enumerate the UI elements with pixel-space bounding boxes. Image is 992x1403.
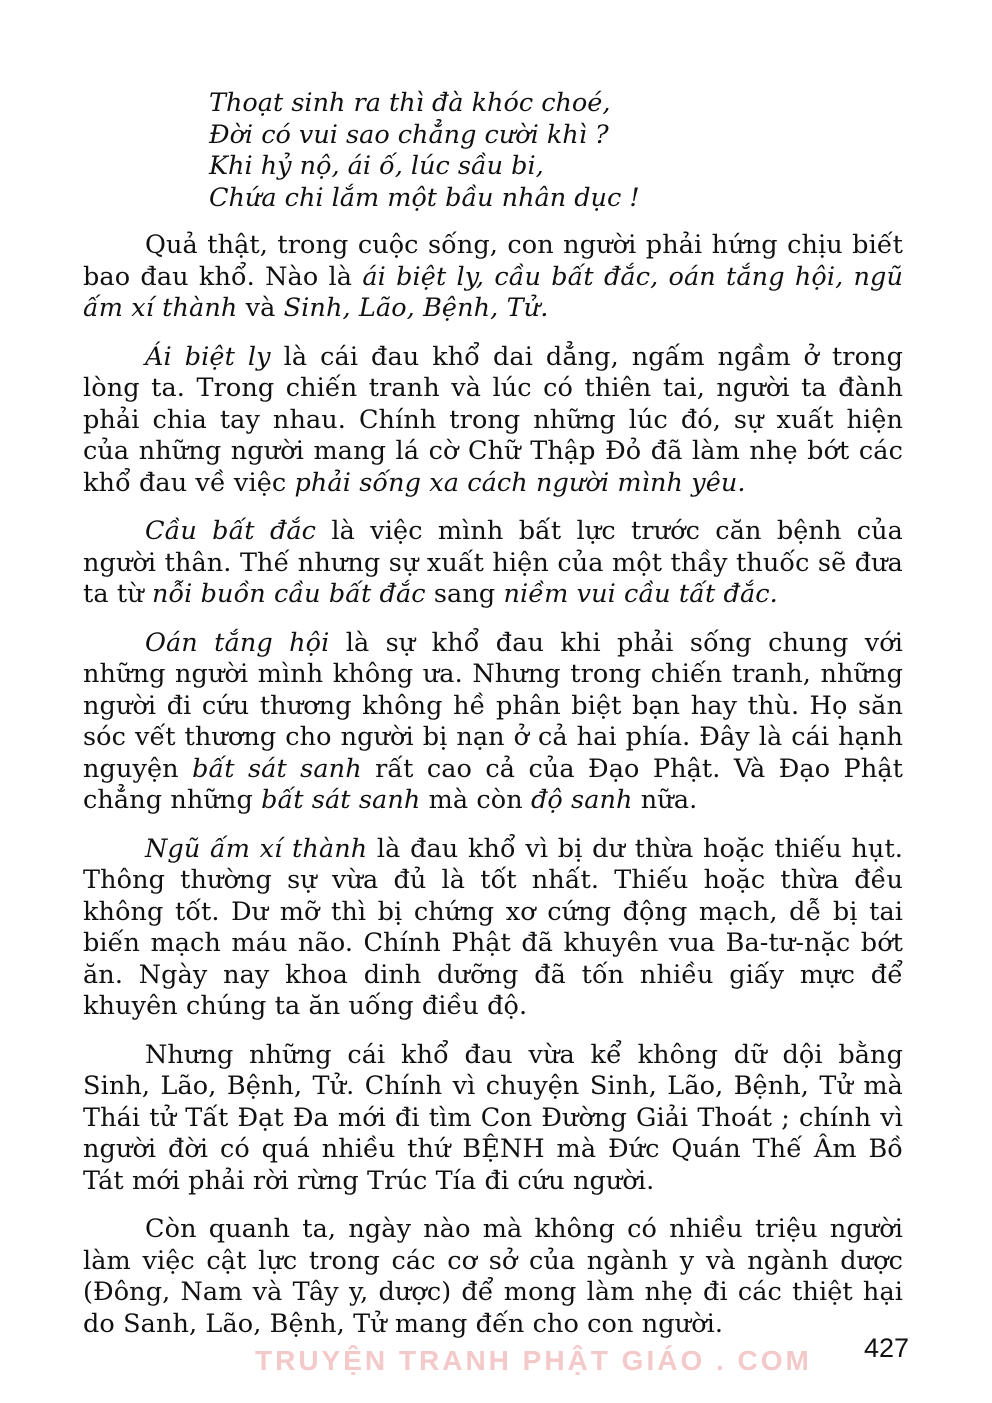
italic-term: Ngũ ấm xí thành	[145, 833, 368, 864]
body-text	[83, 230, 903, 1340]
poem-stanza	[209, 88, 909, 214]
text-run: là cái đau khổ dai dẳng, ngấm ngầm ở trong lòng ta. Trong chiến tranh và lúc có thiên tai, người ta đành phải chia tay nhau. Chính trong những lúc đó, sự xuất hiện của những người mang lá cờ Chữ Thập Đỏ đã làm nhẹ bớt các khổ đau về việc	[83, 341, 903, 498]
poem-line: Đời có vui sao chẳng cười khì ?	[209, 119, 609, 150]
poem-line: Khi hỷ nộ, ái ố, lúc sầu bi,	[209, 151, 544, 181]
italic-term: Sinh, Lão, Bệnh, Tử.	[283, 293, 549, 323]
italic-term: niềm vui cầu tất đắc.	[503, 579, 778, 609]
italic-term: phải sống xa cách người mình yêu.	[294, 467, 746, 498]
body-paragraph	[83, 628, 903, 817]
text-run: rất cao cả của Đạo Phật. Và Đạo Phật chẳng những	[83, 753, 903, 815]
body-paragraph	[83, 834, 903, 1023]
body-paragraph	[83, 342, 903, 500]
body-paragraph	[83, 1040, 903, 1198]
text-run: là việc mình bất lực trước căn bệnh của người thân. Thế nhưng sự xuất hiện của một thầy thuốc sẽ đưa ta từ	[83, 516, 903, 609]
poem-line: Chứa chi lắm một bầu nhân dục !	[209, 182, 640, 213]
text-run: Còn quanh ta, ngày nào mà không có nhiều triệu người làm việc cật lực trong các cơ sở của ngành y và ngành dược (Đông, Nam và Tây y, dược) để mong làm nhẹ đi các thiệt hại do Sanh, Lão, Bệnh, Tử mang đến cho con người.	[83, 1214, 903, 1339]
page-number: 427	[864, 1333, 910, 1363]
italic-term: Cầu bất đắc	[145, 516, 317, 546]
body-paragraph	[83, 516, 903, 611]
text-run: Nhưng những cái khổ đau vừa kể không dữ dội bằng Sinh, Lão, Bệnh, Tử. Chính vì chuyện Sinh, Lão, Bệnh, Tử mà Thái tử Tất Đạt Đa mới đi tìm Con Đường Giải Thoát ; chính vì người đời có quá nhiều thứ BỆNH mà Đức Quán Thế Âm Bồ Tát mới phải rời rừng Trúc Tía đi cứu người.	[83, 1039, 903, 1196]
text-run: nữa.	[632, 785, 698, 815]
text-run: là sự khổ đau khi phải sống chung với những người mình không ưa. Nhưng trong chiến tranh, những người đi cứu thương không hề phân biệt bạn hay thù. Họ săn sóc vết thương cho người bị nạn ở cả hai phía. Đây là cái hạnh nguyện	[83, 627, 904, 784]
italic-term: Ái biệt ly	[145, 341, 271, 372]
text-run: là đau khổ vì bị dư thừa hoặc thiếu hụt. Thông thường sự vừa đủ là tốt nhất. Thiếu hoặc thừa đều không tốt. Dư mỡ thì bị chứng xơ cứng động mạch, dễ bị tai biến mạch máu não. Chính Phật đã khuyên vua Ba-tư-nặc bớt ăn. Ngày nay khoa dinh dưỡng đã tốn nhiều giấy mực để khuyên chúng ta ăn uống điều độ.	[83, 833, 903, 1021]
text-run: sang	[425, 579, 504, 609]
body-paragraph	[83, 230, 903, 325]
text-run: Quả thật, trong cuộc sống, con người phải hứng chịu biết bao đau khổ. Nào là	[83, 230, 903, 292]
body-paragraph	[83, 1214, 903, 1340]
italic-term: độ sanh	[530, 785, 633, 815]
italic-term: bất sát sanh	[192, 753, 362, 784]
italic-term: bất sát sanh	[261, 785, 421, 815]
text-run: mà còn	[420, 785, 531, 815]
italic-term: ái biệt ly, cầu bất đắc, oán tắng hội, ngũ ấm xí thành	[83, 261, 903, 323]
italic-term: Oán tắng hội	[145, 627, 330, 658]
poem-line: Thoạt sinh ra thì đà khóc choé,	[209, 88, 611, 118]
text-run: và	[237, 293, 284, 323]
watermark: TRUYỆN TRANH PHẬT GIÁO . COM	[255, 1345, 812, 1376]
italic-term: nỗi buồn cầu bất đắc	[151, 579, 426, 609]
